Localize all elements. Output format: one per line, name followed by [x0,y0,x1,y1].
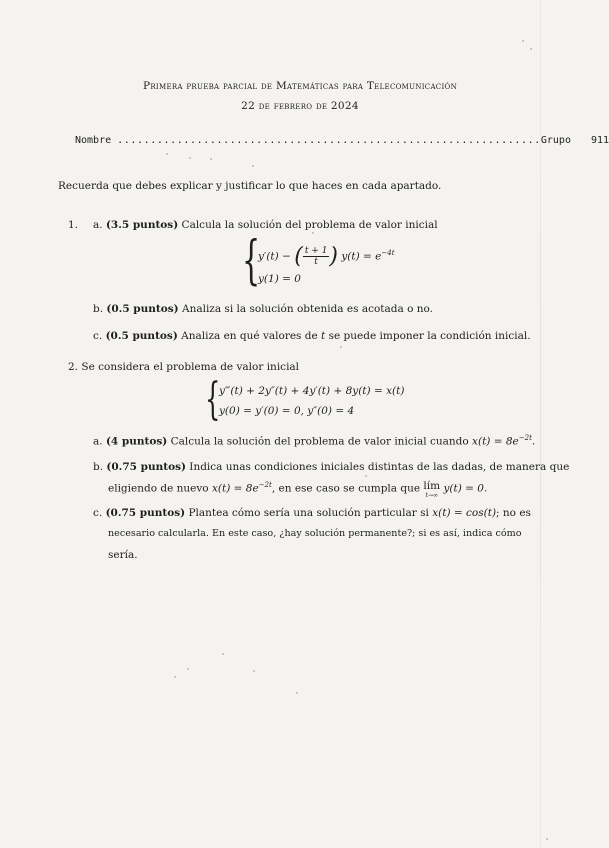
q2b-line-1 [93,461,569,473]
q1c-points: (0.5 puntos) [105,330,178,342]
group-value: 911 [591,135,609,146]
q1c-line [93,330,531,342]
q1-fraction [303,246,330,267]
q2b-exp: −2t [258,481,272,489]
q1c-letter: c. [93,330,103,342]
q2b-line-2 [108,481,487,501]
paper-fold [540,0,541,848]
q2b-limit [423,481,440,501]
q1c-text-1: Analiza en qué valores de [181,330,322,342]
q2-intro: Se considera el problema de valor inicial [81,361,300,373]
q1b-letter: b. [93,303,104,315]
q1-frac-num: t + 1 [304,246,328,256]
q1a-points: (3.5 puntos) [105,219,179,231]
q1-eq2: y(1) = 0 [258,273,301,285]
q2c-line-2: necesario calcularla. En este caso, ¿hay solución permanente?; si es así, indica cómo [108,528,522,539]
q1a-text: Calcula la solución del problema de valor inicial [181,219,438,231]
q1-number: 1. [68,219,79,231]
intro-text: Recuerda que debes explicar y justificar lo que haces en cada apartado. [58,180,442,192]
q2a-letter: a. [93,435,103,448]
q2c-letter: c. [93,507,103,519]
q2a-text: Calcula la solución del problema de valor inicial cuando [170,435,473,448]
q2-intro-line [68,361,299,373]
q2b-lim-end: y(t) = 0. [443,482,488,495]
q2c-line-1 [93,507,531,519]
q1b-text: Analiza si la solución obtenida es acotada o no. [181,303,433,315]
q2-brace: { [205,374,221,425]
q2c-points: (0.75 puntos) [105,507,186,519]
q1a-letter: a. [93,219,103,231]
q2b-letter: b. [93,461,104,473]
q2a-points: (4 puntos) [105,435,168,448]
q2a-exp: −2t [518,434,532,442]
q2b-text-2b: , en ese caso se cumpla que [271,482,424,495]
q2b-lim: lím [423,480,441,492]
q2c-text-1b: ; no es [496,507,531,519]
q1b-points: (0.5 puntos) [106,303,179,315]
name-dots: ................................................................ [117,135,541,146]
q2a-math: x(t) = 8e [472,435,519,448]
q2c-math: x(t) = cos(t) [432,507,497,519]
q2-number: 2. [68,361,79,373]
q2b-math: x(t) = 8e [211,482,259,495]
q2b-text-2a: eligiendo de nuevo [108,482,212,495]
q1a-line [93,219,438,231]
q1c-text-2: se puede imponer la condición inicial. [325,330,531,342]
name-line [75,135,609,146]
q1-eq1-left: y′(t) − [258,250,291,263]
q1c-var: t [321,330,326,342]
q1-frac-den: t [314,257,318,267]
q2a-end: . [531,435,536,448]
q1b-line [93,303,433,315]
q2a-line [93,434,535,448]
name-label: Nombre [75,135,112,146]
q2c-line-3: sería. [108,549,138,561]
q1-eq1: y′(t) − ( $\frac{t + 1}{t}$ ) $y(t) = e^{-4t}$ [258,244,395,269]
q1-eq1-exp: −4t [381,249,395,257]
q1-eq1-right: y(t) = e [341,250,382,263]
q2b-points: (0.75 puntos) [106,461,186,473]
q2-eq1: y‴(t) + 2y″(t) + 4y′(t) + 8y(t) = x(t) [219,385,405,397]
q2b-lim-sub: t→∞ [425,492,438,499]
q2b-text-1: Indica unas condiciones iniciales distintas de las dadas, de manera que [189,461,570,473]
exam-date: 22 de febrero de 2024 [241,100,359,112]
q1-brace: { [242,231,261,291]
q2c-text-1a: Plantea cómo sería una solución particular si [188,507,433,519]
q2-eq2: y(0) = y′(0) = 0, y″(0) = 4 [219,405,355,417]
exam-title: Primera prueba parcial de Matemáticas para Telecomunicación [142,80,457,92]
group-label: Grupo [540,135,571,146]
